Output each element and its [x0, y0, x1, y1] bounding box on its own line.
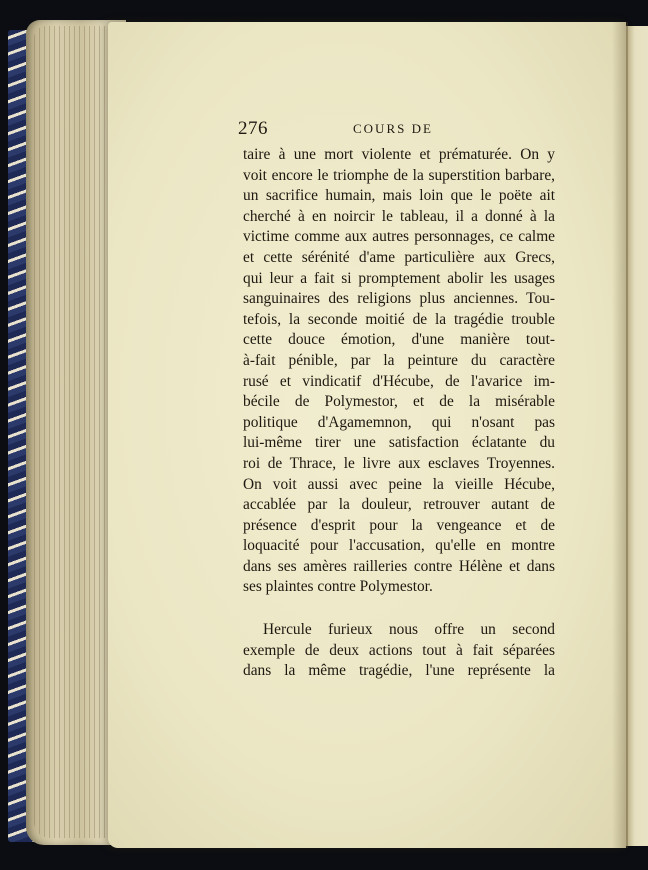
text-line: tefois, la seconde moitié de la tragédie trouble	[243, 310, 555, 328]
text-line: et cette sérénité d'ame particulière aux Grecs,	[243, 248, 555, 266]
page-number: 276	[238, 118, 268, 139]
text-line: à-fait pénible, par la peinture du caractère	[243, 351, 555, 369]
paragraph-2	[243, 620, 555, 682]
facing-page-edge	[626, 26, 648, 846]
page-stack-edges	[34, 26, 118, 838]
page-header	[238, 118, 558, 144]
text-line: ses plaintes contre Polymestor.	[243, 578, 433, 596]
text-line: exemple de deux actions tout à fait séparées	[243, 641, 555, 659]
text-line: présence d'esprit pour la vengeance et de	[243, 516, 555, 534]
paragraph-gap	[243, 598, 555, 620]
text-line: accablée par la douleur, retrouver autant de	[243, 496, 555, 514]
body-text	[243, 145, 555, 682]
gutter-shadow	[612, 22, 628, 848]
text-line: roi de Thrace, le livre aux esclaves Troyennes.	[243, 454, 555, 472]
text-line: Hercule furieux nous offre un second	[263, 621, 555, 639]
text-line: taire à une mort violente et prématurée. On y	[243, 146, 555, 163]
text-line: bécile de Polymestor, et de la misérable	[243, 393, 555, 411]
text-line: victime comme aux autres personnages, ce calme	[243, 228, 555, 246]
text-line: dans la même tragédie, l'une représente la	[243, 662, 555, 680]
text-line: cherché à en noircir le tableau, il a donné à la	[243, 207, 555, 225]
text-line: loquacité pour l'accusation, qu'elle en montre	[243, 537, 555, 555]
text-line: sanguinaires des religions plus anciennes. Tou-	[243, 290, 555, 308]
text-line: dans ses amères railleries contre Hélène et dans	[243, 557, 555, 575]
text-line: qui leur a fait si promptement abolir les usages	[243, 269, 555, 287]
text-line: On voit aussi avec peine la vieille Hécube,	[243, 475, 555, 493]
text-line: rusé et vindicatif d'Hécube, de l'avarice im-	[243, 372, 555, 390]
text-line: politique d'Agamemnon, qui n'osant pas	[243, 413, 555, 431]
paragraph-1	[243, 145, 555, 598]
running-head: COURS DE	[353, 121, 433, 136]
text-line: voit encore le triomphe de la superstition barbare,	[243, 166, 555, 184]
text-line: lui-même tirer une satisfaction éclatante du	[243, 434, 555, 452]
text-line: un sacrifice humain, mais loin que le poëte ait	[243, 187, 555, 205]
text-line: cette douce émotion, d'une manière tout-	[243, 331, 555, 349]
